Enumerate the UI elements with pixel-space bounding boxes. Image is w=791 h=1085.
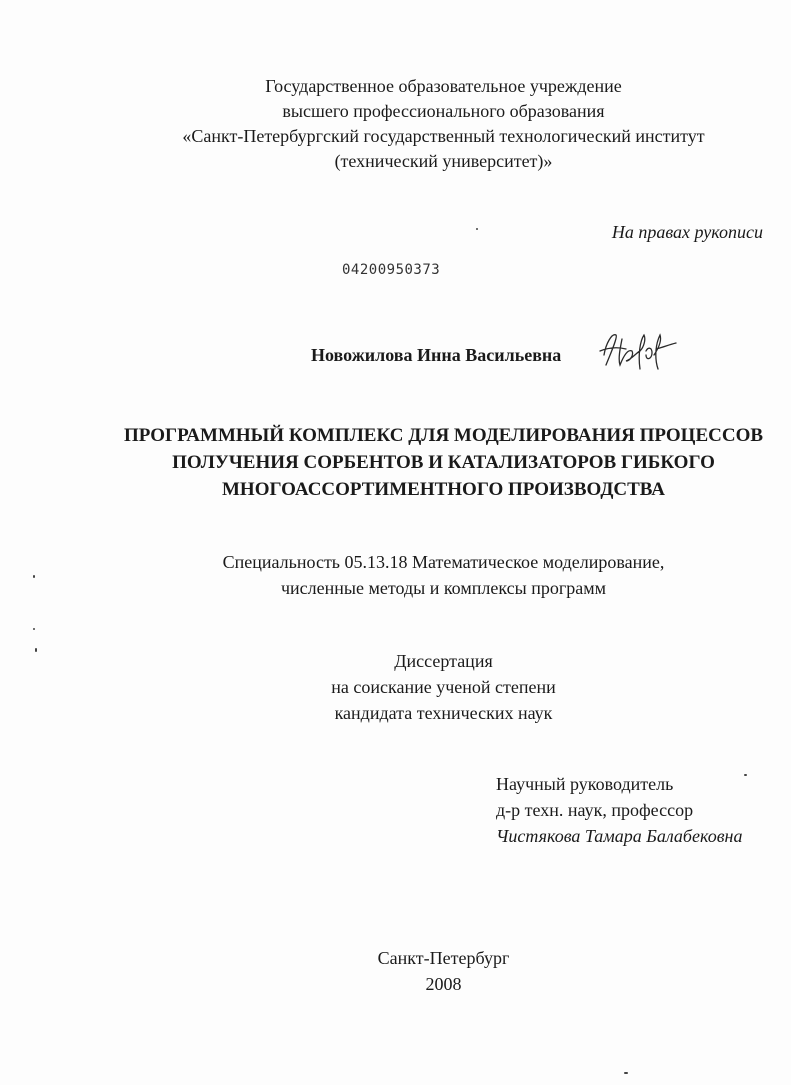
footer-city: Санкт-Петербург xyxy=(377,948,510,968)
supervisor-block xyxy=(496,771,742,849)
footer-block xyxy=(48,945,791,997)
degree-line-1: Диссертация xyxy=(394,651,493,671)
document-code: 04200950373 xyxy=(342,262,441,278)
institution-line-4: (технический университет)» xyxy=(334,151,553,171)
title-line-1: ПРОГРАММНЫЙ КОМПЛЕКС ДЛЯ МОДЕЛИРОВАНИЯ ПРОЦЕССОВ xyxy=(123,425,764,446)
institution-line-1: Государственное образовательное учреждение xyxy=(265,76,622,96)
scan-speck xyxy=(35,648,37,652)
signature-icon xyxy=(596,325,686,375)
author-name: Новожилова Инна Васильевна xyxy=(311,345,562,365)
specialty-line-2: численные методы и комплексы программ xyxy=(280,578,607,598)
dissertation-title xyxy=(48,422,791,503)
institution-line-2: высшего профессионального образования xyxy=(282,101,605,121)
specialty-block xyxy=(48,549,791,601)
title-line-3: МНОГОАССОРТИМЕНТНОГО ПРОИЗВОДСТВА xyxy=(221,479,665,500)
institution-header xyxy=(48,74,791,174)
scan-speck xyxy=(744,774,747,776)
footer-year: 2008 xyxy=(425,974,462,994)
specialty-line-1: Специальность 05.13.18 Математическое моделирование, xyxy=(222,552,665,572)
scan-speck xyxy=(624,1072,628,1074)
scan-speck xyxy=(33,575,35,578)
title-line-2: ПОЛУЧЕНИЯ СОРБЕНТОВ И КАТАЛИЗАТОРОВ ГИБКОГО xyxy=(172,452,715,473)
supervisor-role: Научный руководитель xyxy=(496,774,674,794)
supervisor-name: Чистякова Тамара Балабековна xyxy=(496,826,743,846)
institution-line-3: «Санкт-Петербургский государственный технологический институт xyxy=(182,126,705,146)
degree-line-3: кандидата технических наук xyxy=(334,703,553,723)
scan-speck xyxy=(33,628,35,630)
rights-note: На правах рукописи xyxy=(611,222,763,242)
scan-speck xyxy=(476,228,478,230)
supervisor-degree: д-р техн. наук, профессор xyxy=(496,800,694,820)
degree-block xyxy=(48,648,791,726)
degree-line-2: на соискание ученой степени xyxy=(331,677,556,697)
